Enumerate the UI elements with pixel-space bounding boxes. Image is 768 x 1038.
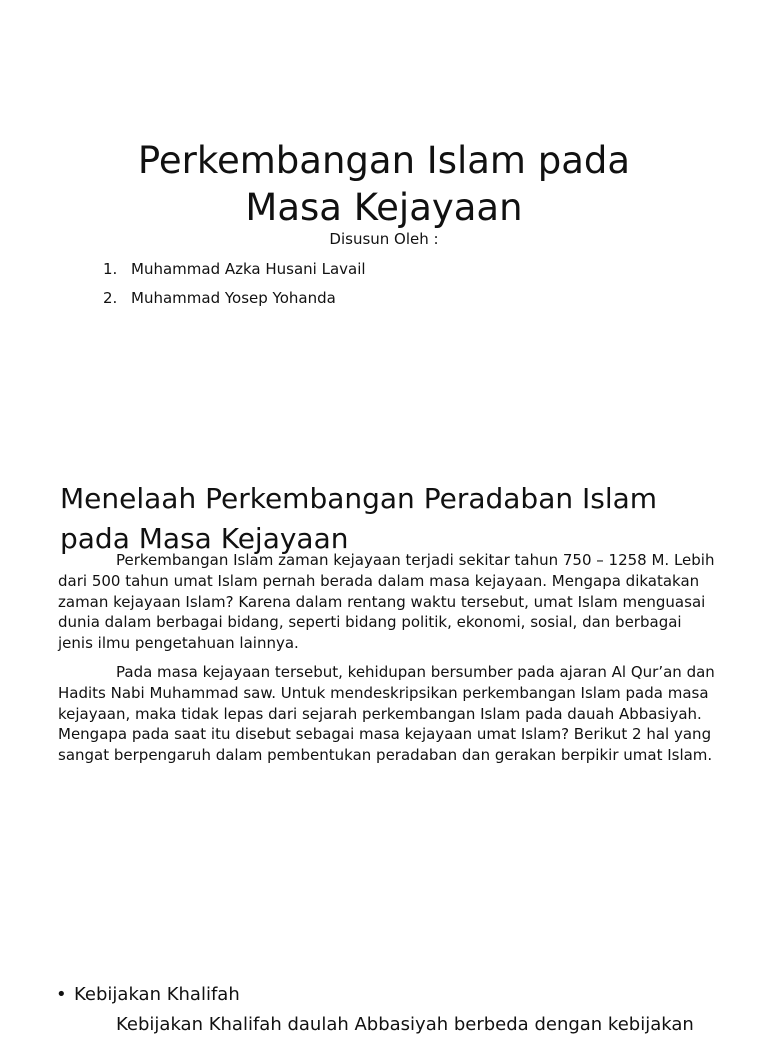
cut-off-text: Kebijakan Khalifah daulah Abbasiyah berbeda dengan kebijakan [116, 1014, 694, 1035]
title-line-2: Masa Kejayaan [245, 185, 523, 229]
slide-title [0, 0, 768, 430]
author-list [103, 258, 366, 316]
author-number: 2. [103, 289, 118, 307]
paragraph-2 [58, 662, 718, 766]
paragraph-2-text: Pada masa kejayaan tersebut, kehidupan bersumber pada ajaran Al Qur’an dan Hadits Nabi Muhammad saw. Untuk mendeskripsikan perkembangan Islam pada masa kejayaan, maka tidak lepas dari sejarah perkembangan Islam pada dauah Abbasiyah. Mengapa pada saat itu disebut sebagai masa kejayaan umat Islam? Berikut 2 hal yang sangat berpengaruh dalam pembentukan peradaban dan gerakan berpikir umat Islam. [58, 663, 715, 765]
author-item [103, 258, 366, 287]
author-item [103, 287, 366, 316]
heading-line-1: Menelaah Perkembangan Peradaban Islam [60, 482, 658, 516]
bullet-icon: • [56, 984, 67, 1005]
slide-content [0, 432, 768, 952]
paragraph-1-text: Perkembangan Islam zaman kejayaan terjadi sekitar tahun 750 – 1258 M. Lebih dari 500 tahun umat Islam pernah berada dalam masa kejayaan. Mengapa dikatakan zaman kejayaan Islam? Karena dalam rentang waktu tersebut, umat Islam menguasai dunia dalam berbagai bidang, seperti bidang politik, ekonomi, sosial, dan berbagai jenis ilmu pengetahuan lainnya. [58, 551, 715, 653]
heading-line-2: pada Masa Kejayaan [60, 522, 349, 556]
bullet-item [56, 982, 240, 1008]
author-name: Muhammad Azka Husani Lavail [131, 260, 366, 278]
bullet-text: Kebijakan Khalifah [74, 984, 240, 1005]
slide-heading [60, 479, 720, 559]
paragraph-1 [58, 550, 718, 654]
title-line-1: Perkembangan Islam pada [137, 138, 631, 182]
author-number: 1. [103, 260, 118, 278]
slide-partial [0, 954, 768, 1035]
slide-title-heading [0, 137, 768, 231]
subtitle: Disusun Oleh : [329, 230, 439, 248]
author-name: Muhammad Yosep Yohanda [131, 289, 336, 307]
